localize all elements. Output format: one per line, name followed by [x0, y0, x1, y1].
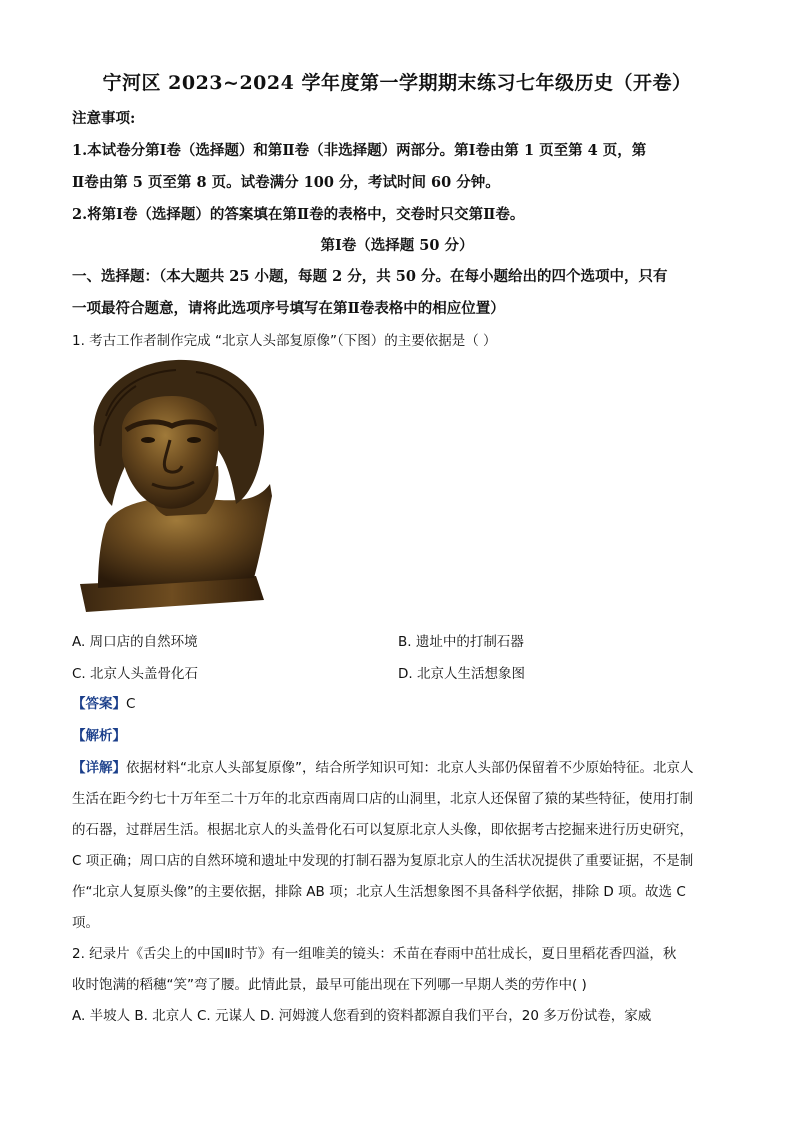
question-1-answer-row — [72, 692, 135, 712]
question-1-detail-line-3: 的石器，过群居生活。根据北京人的头盖骨化石可以复原北京人头像，即依据考古挖掘来进行历史研究， — [72, 822, 693, 838]
exam-title: 宁河区 2023~2024 学年度第一学期期末练习七年级历史（开卷） — [102, 72, 692, 94]
question-1-option-b: B. 遗址中的打制石器 — [398, 634, 524, 650]
question-2-options: A. 半坡人 B. 北京人 C. 元谋人 D. 河姆渡人您看到的资料都源自我们平台，20 多万份试卷，家威 — [72, 1008, 652, 1024]
question-1-detail-line-5: 作“北京人复原头像”的主要依据，排除 AB 项；北京人生活想象图不具备科学依据，排除 D 项。故选 C — [72, 884, 686, 900]
section-1-instruction-line-2: 一项最符合题意，请将此选项序号填写在第Ⅱ卷表格中的相应位置） — [72, 300, 505, 317]
section-1-title: 第Ⅰ卷（选择题 50 分） — [320, 237, 474, 254]
question-2-stem-line-1: 2. 纪录片《舌尖上的中国Ⅱ时节》有一组唯美的镜头：禾苗在春雨中茁壮成长，夏日里稻花香四溢，秋 — [72, 946, 677, 962]
question-1-option-a: A. 周口店的自然环境 — [72, 634, 198, 650]
question-1-detail-line-1 — [72, 756, 694, 776]
notice-item-2: 2.将第Ⅰ卷（选择题）的答案填在第Ⅱ卷的表格中，交卷时只交第Ⅱ卷。 — [72, 206, 525, 223]
question-1-analysis-row — [72, 724, 126, 744]
question-1-detail-line-2: 生活在距今约七十万年至二十万年的北京西南周口店的山洞里，北京人还保留了猿的某些特征，使用打制 — [72, 791, 693, 807]
detail-text-1: 依据材料“北京人头部复原像”，结合所学知识可知：北京人头部仍保留着不少原始特征。北京人 — [126, 760, 694, 776]
section-1-instruction-line-1: 一、选择题：（本大题共 25 小题，每题 2 分，共 50 分。在每小题给出的四个选项中，只有 — [72, 268, 668, 285]
question-1-stem: 1. 考古工作者制作完成 “北京人头部复原像”（下图）的主要依据是（ ） — [72, 333, 497, 349]
peking-man-bust-image — [76, 356, 272, 618]
question-1-detail-line-4: C 项正确；周口店的自然环境和遗址中发现的打制石器为复原北京人的生活状况提供了重要证据，不是制 — [72, 853, 694, 869]
question-1-detail-line-6: 项。 — [72, 915, 99, 931]
question-1-option-d: D. 北京人生活想象图 — [398, 666, 525, 682]
answer-value: C — [126, 696, 136, 712]
notice-heading: 注意事项: — [72, 110, 136, 127]
notice-item-1-line-2: Ⅱ卷由第 5 页至第 8 页。试卷满分 100 分，考试时间 60 分钟。 — [72, 174, 500, 191]
question-2-stem-line-2: 收时饱满的稻穗“笑”弯了腰。此情此景，最早可能出现在下列哪一早期人类的劳作中( ) — [72, 977, 587, 993]
answer-tag: 【答案】 — [72, 696, 126, 712]
notice-item-1-line-1: 1.本试卷分第Ⅰ卷（选择题）和第Ⅱ卷（非选择题）两部分。第Ⅰ卷由第 1 页至第 4 页，第 — [72, 142, 647, 159]
question-1-option-c: C. 北京人头盖骨化石 — [72, 666, 199, 682]
analysis-tag: 【解析】 — [72, 728, 126, 744]
detail-tag: 【详解】 — [72, 760, 126, 776]
